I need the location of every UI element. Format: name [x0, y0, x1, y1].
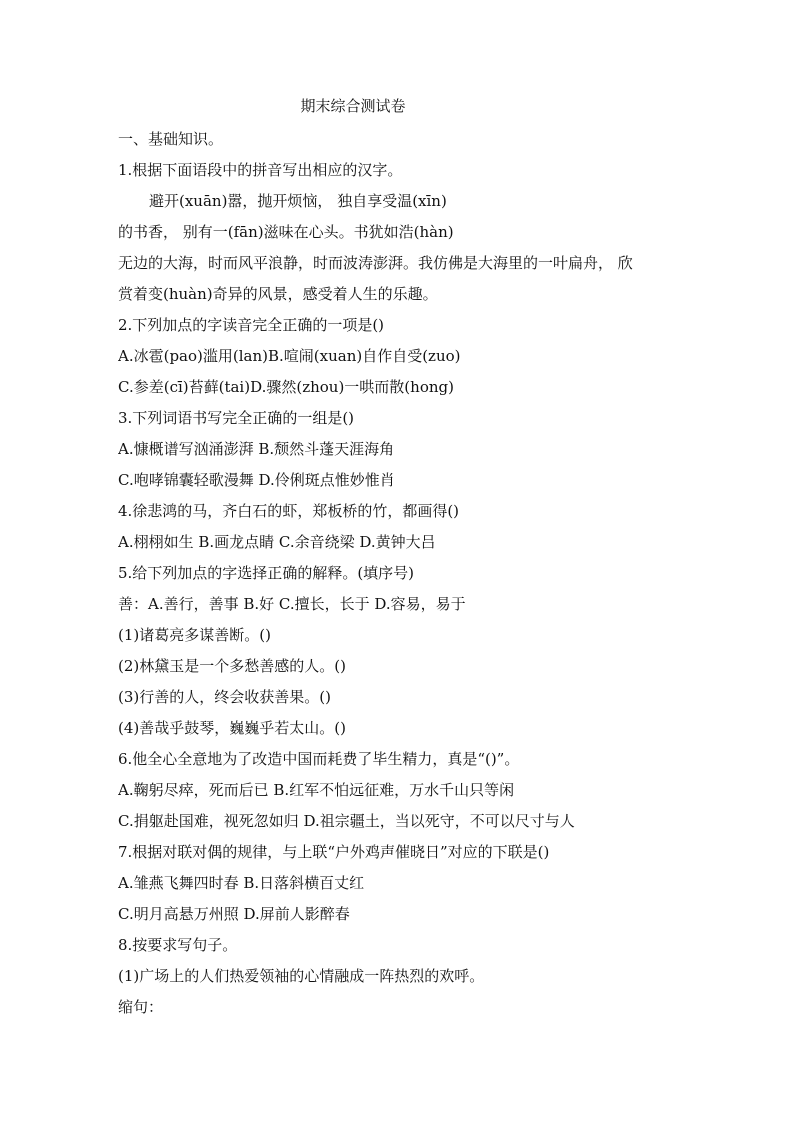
text-line: 一、基础知识。 [118, 130, 224, 148]
text-line: 避开(xuān)嚣，抛开烦恼， 独自享受温(xīn) [149, 192, 447, 210]
text-line: 3.下列词语书写完全正确的一组是() [118, 409, 355, 427]
text-line: 2.下列加点的字读音完全正确的一项是() [118, 316, 385, 334]
text-line: 的书香， 别有一(fān)滋味在心头。书犹如浩(hàn) [118, 223, 454, 241]
text-line: 善：A.善行，善事 B.好 C.擅长，长于 D.容易，易于 [118, 595, 466, 613]
text-line: 4.徐悲鸿的马，齐白石的虾，郑板桥的竹，都画得() [118, 502, 460, 520]
text-line: A.慷概谱写汹涌澎湃 B.颓然斗蓬天涯海角 [118, 440, 395, 458]
text-line: (3)行善的人，终会收获善果。() [118, 688, 331, 706]
text-line: A.栩栩如生 B.画龙点睛 C.余音绕梁 D.黄钟大吕 [118, 533, 436, 551]
text-line: C.明月高悬万州照 D.屏前人影醉春 [118, 905, 350, 923]
text-line: 8.按要求写句子。 [118, 936, 238, 954]
text-line: A.冰雹(pao)滥用(lan)B.喧闹(xuan)自作自受(zuo) [118, 347, 461, 365]
text-line: 赏着变(huàn)奇异的风景，感受着人生的乐趣。 [118, 285, 438, 303]
text-line: 缩句： [118, 998, 164, 1016]
text-line: A.鞠躬尽瘁，死而后已 B.红军不怕远征难，万水千山只等闲 [118, 781, 515, 799]
text-line: (2)林黛玉是一个多愁善感的人。() [118, 657, 346, 675]
text-line: 6.他全心全意地为了改造中国而耗费了毕生精力，真是“()”。 [118, 750, 520, 768]
text-line: 1.根据下面语段中的拼音写出相应的汉字。 [118, 161, 403, 179]
text-line: 7.根据对联对偶的规律，与上联“户外鸡声催晓日”对应的下联是() [118, 843, 550, 861]
text-line: (1)诸葛亮多谋善断。() [118, 626, 271, 644]
text-line: A.雏燕飞舞四时春 B.日落斜横百丈红 [118, 874, 365, 892]
text-line: 5.给下列加点的字选择正确的解释。(填序号) [118, 564, 415, 582]
text-line: 无边的大海，时而风平浪静，时而波涛澎湃。我仿佛是大海里的一叶扁舟， 欣 [118, 254, 633, 272]
text-line: C.咆哮锦囊轻歌漫舞 D.伶俐斑点惟妙惟肖 [118, 471, 395, 489]
text-line: C.参差(cī)苔藓(tai)D.骤然(zhou)一哄而散(hong) [118, 378, 454, 396]
text-line: C.捐躯赴国难，视死忽如归 D.祖宗疆土，当以死守，不可以尺寸与人 [118, 812, 575, 830]
text-line: (4)善哉乎鼓琴，巍巍乎若太山。() [118, 719, 346, 737]
page-title: 期末综合测试卷 [300, 97, 406, 115]
document-body [118, 124, 688, 1023]
text-line: (1)广场上的人们热爱领袖的心情融成一阵热烈的欢呼。 [118, 967, 485, 985]
